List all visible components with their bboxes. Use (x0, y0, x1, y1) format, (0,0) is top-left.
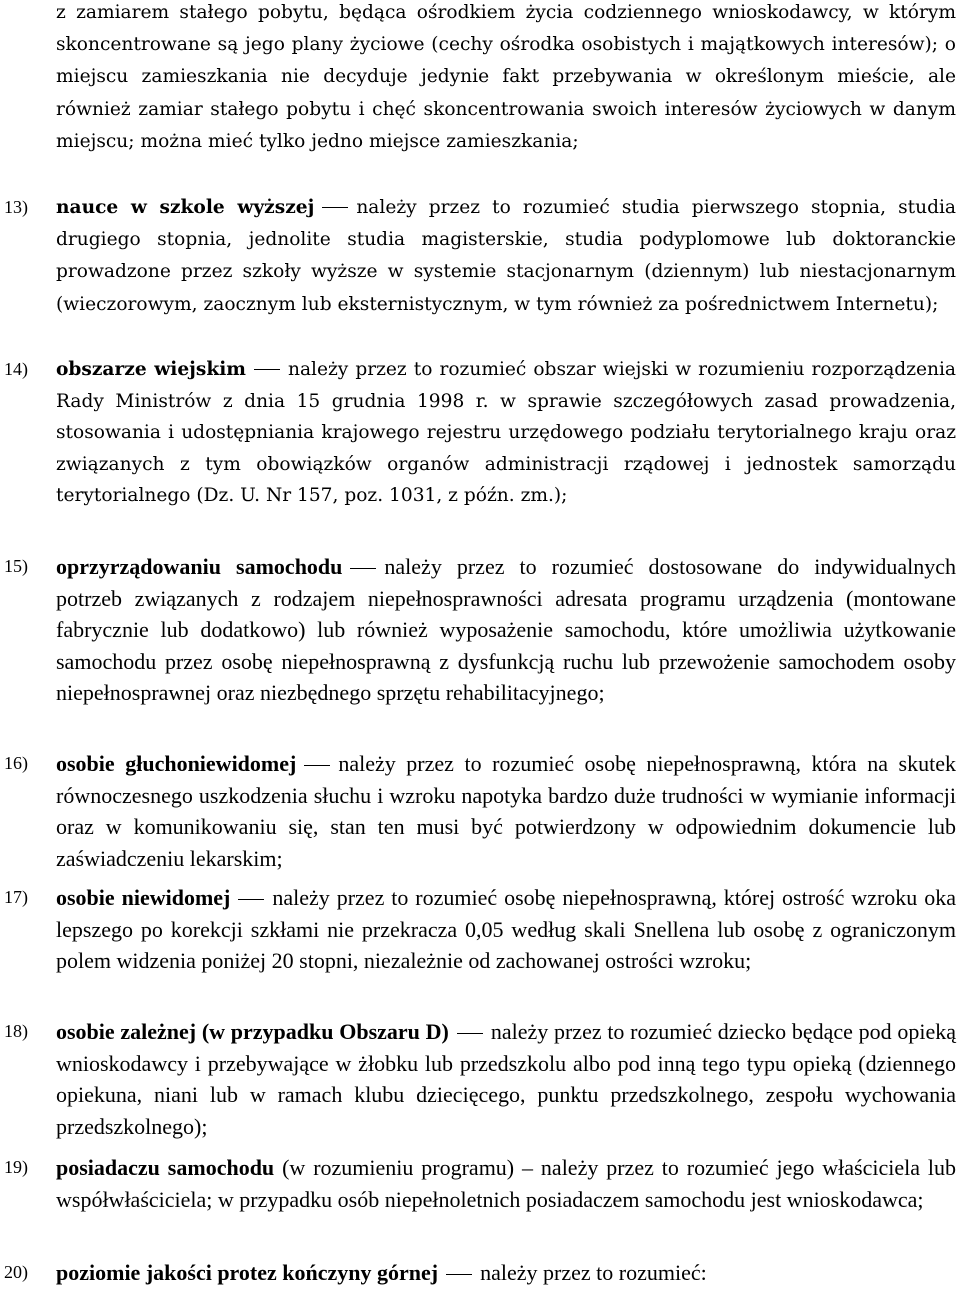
dash-separator (304, 765, 330, 767)
item-body (56, 354, 956, 512)
item-body (56, 882, 956, 977)
item-body (56, 748, 956, 874)
item-number: 14) (4, 359, 28, 379)
item-body (56, 1257, 956, 1289)
lead-paragraph: z zamiarem stałego pobytu, będąca ośrodkiem życia codziennego wnioskodawcy, w którym skoncentrowane są jego plany życiowe (cechy ośrodka osobistych i majątkowych interesów); o miejscu zamieszkania nie decyduje jedynie fakt przebywania w określonym mieście, ale również zamiar stałego pobytu i chęć skoncentrowania swoich interesów życiowych w danym miejscu; można mieć tylko jedno miejsce zamieszkania; (56, 2, 956, 152)
dash-separator (457, 1033, 483, 1035)
item-term: nauce w szkole wyższej (56, 197, 315, 218)
item-text: należy przez to rozumieć dziecko będące pod opieką wnioskodawcy i przebywające w żłobku lub przedszkolu albo pod inną tego typu opieką (dziennego opiekuna, niani lub w ramach klubu dziecięcego, punktu przedszkolnego, zespołu wychowania przedszkolnego); (56, 1019, 957, 1139)
item-term: obszarze wiejskim (56, 359, 246, 380)
item-term: poziomie jakości protez kończyny górnej (56, 1260, 439, 1285)
item-term: osobie głuchoniewidomej (56, 751, 297, 776)
item-number: 15) (4, 556, 28, 576)
item-body (56, 1016, 956, 1142)
item-term: osobie zależnej (w przypadku Obszaru D) (56, 1019, 449, 1044)
item-text: należy przez to rozumieć obszar wiejski w rozumieniu rozporządzenia Rady Ministrów z dnia 15 grudnia 1998 r. w sprawie szczegółowych zasad prowadzenia, stosowania i udostępniania krajowego rejestru urzędowego podziału terytorialnego kraju oraz związanych z tym obowiązków organów administracji rządowej i jednostek samorządu terytorialnego (Dz. U. Nr 157, poz. 1031, z późn. zm.); (56, 359, 956, 507)
dash-separator (350, 568, 376, 570)
item-number: 13) (4, 197, 28, 217)
item-number: 19) (4, 1157, 28, 1177)
item-number: 20) (4, 1262, 28, 1282)
dash-separator (238, 899, 264, 901)
item-body (56, 192, 956, 321)
item-text: należy przez to rozumieć osobę niepełnosprawną, której ostrość wzroku oka lepszego po korekcji szkłami nie przekracza 0,05 według skali Snellena lub osobę z ograniczonym polem widzenia poniżej 20 stopni, niezależnie od zachowanej ostrości wzroku; (56, 885, 956, 973)
item-body (56, 1152, 956, 1215)
item-number: 16) (4, 753, 28, 773)
dash-separator (446, 1274, 472, 1276)
item-text: należy przez to rozumieć osobę niepełnosprawną, która na skutek równoczesnego uszkodzenia słuchu i wzroku napotyka bardzo duże trudności w wymianie informacji oraz w komunikowaniu się, stan ten musi być potwierdzony w odpowiednim dokumencie lub zaświadczeniu lekarskim; (56, 751, 956, 871)
item-text: (w rozumieniu programu) – należy przez to rozumieć jego właściciela lub współwłaściciela; w przypadku osób niepełnoletnich posiadaczem samochodu jest wnioskodawca; (56, 1155, 956, 1212)
item-text: należy przez to rozumieć: (480, 1260, 707, 1285)
item-text: należy przez to rozumieć studia pierwszego stopnia, studia drugiego stopnia, jednolite studia magisterskie, studia podyplomowe lub doktoranckie prowadzone przez szkoły wyższe w systemie stacjonarnym (dziennym) lub niestacjonarnym (wieczorowym, zaocznym lub eksternistycznym, w tym również za pośrednictwem Internetu); (56, 197, 956, 315)
item-text: należy przez to rozumieć dostosowane do indywidualnych potrzeb związanych z rodzajem niepełnosprawności adresata programu urządzenia (montowane fabrycznie lub dodatkowo) lub również wyposażenie samochodu, które umożliwia użytkowanie samochodu przez osobę niepełnosprawną z dysfunkcją ruchu lub przewożenie samochodem osoby niepełnosprawnej oraz niezbędnego sprzętu rehabilitacyjnego; (56, 554, 957, 705)
item-body (56, 551, 956, 709)
item-number: 17) (4, 887, 28, 907)
item-term: oprzyrządowaniu samochodu (56, 554, 343, 579)
dash-separator (254, 369, 280, 371)
item-term: posiadaczu samochodu (56, 1155, 275, 1180)
item-term: osobie niewidomej (56, 885, 231, 910)
dash-separator (322, 207, 348, 209)
item-number: 18) (4, 1021, 28, 1041)
